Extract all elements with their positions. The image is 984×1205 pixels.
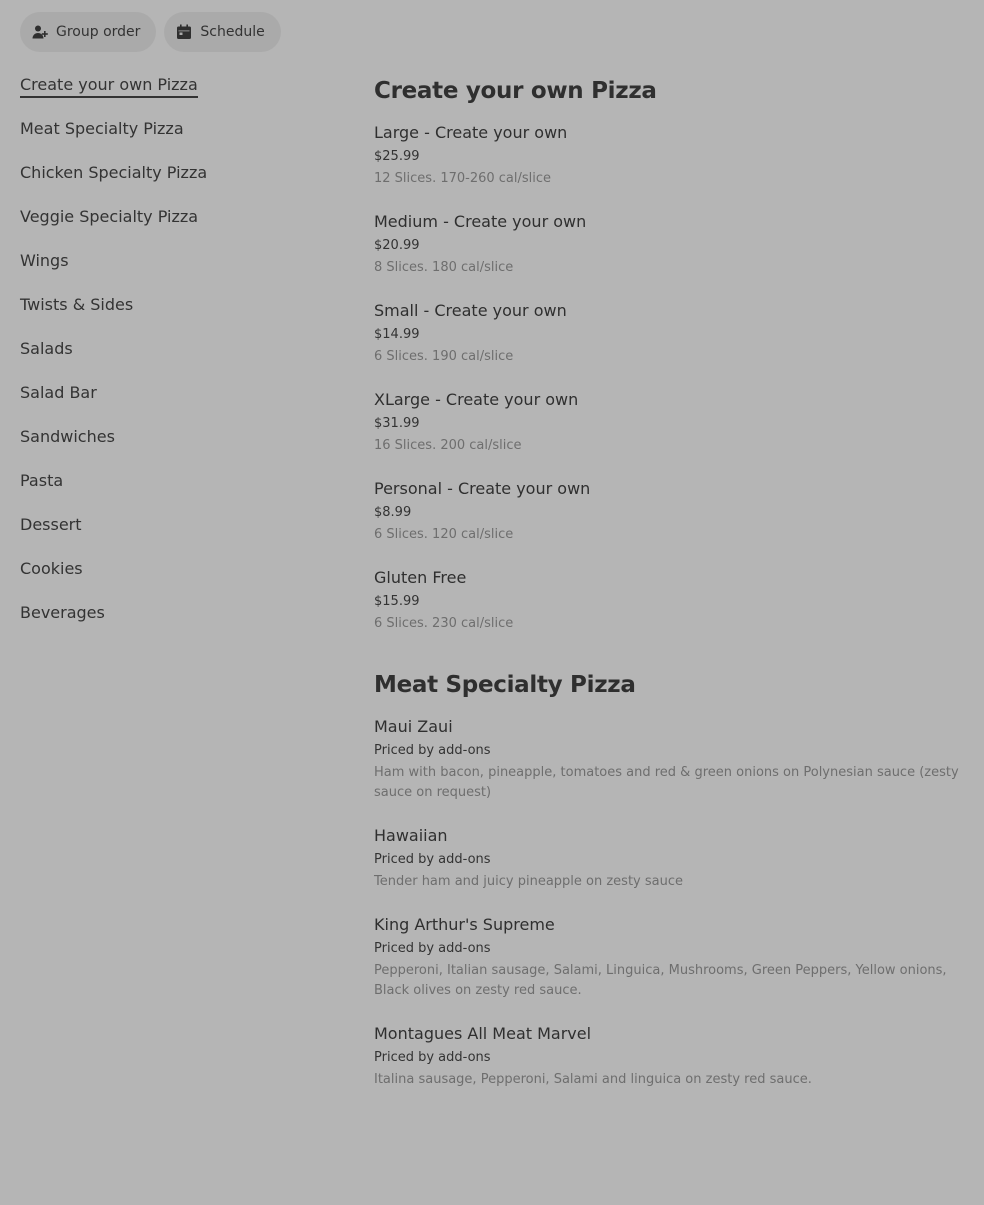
item-price: Priced by add-ons xyxy=(374,743,491,758)
menu-item[interactable] xyxy=(374,300,964,367)
section-title: Meat Specialty Pizza xyxy=(374,672,636,698)
item-name: Montagues All Meat Marvel xyxy=(374,1024,592,1043)
item-name: Gluten Free xyxy=(374,568,467,587)
item-description: 6 Slices. 120 cal/slice xyxy=(374,527,514,542)
sidebar-item-label: Wings xyxy=(20,251,69,270)
item-name: King Arthur's Supreme xyxy=(374,915,555,934)
item-name: Personal - Create your own xyxy=(374,479,591,498)
sidebar-item-label: Pasta xyxy=(20,471,64,490)
sidebar-item-cookies[interactable] xyxy=(20,556,320,600)
sidebar-item-label: Sandwiches xyxy=(20,427,115,446)
item-description: 12 Slices. 170-260 cal/slice xyxy=(374,171,552,186)
item-price: $25.99 xyxy=(374,149,420,164)
item-name: Maui Zaui xyxy=(374,717,453,736)
menu-item[interactable] xyxy=(374,478,964,545)
sidebar-item-salads[interactable] xyxy=(20,336,320,380)
item-name: Medium - Create your own xyxy=(374,212,587,231)
item-description: Italina sausage, Pepperoni, Salami and linguica on zesty red sauce. xyxy=(374,1072,812,1087)
item-price: Priced by add-ons xyxy=(374,1050,491,1065)
menu-item[interactable] xyxy=(374,716,964,803)
sidebar-item-salad-bar[interactable] xyxy=(20,380,320,424)
item-name: XLarge - Create your own xyxy=(374,390,579,409)
item-name: Large - Create your own xyxy=(374,123,568,142)
menu-item[interactable] xyxy=(374,825,964,892)
item-description: 8 Slices. 180 cal/slice xyxy=(374,260,514,275)
item-name: Small - Create your own xyxy=(374,301,567,320)
menu-item[interactable] xyxy=(374,1023,964,1090)
item-name: Hawaiian xyxy=(374,826,448,845)
schedule-button[interactable] xyxy=(164,12,280,52)
sidebar-item-label: Veggie Specialty Pizza xyxy=(20,207,199,226)
add-person-icon xyxy=(32,24,48,40)
sidebar-item-veggie-specialty-pizza[interactable] xyxy=(20,204,320,248)
sidebar-item-pasta[interactable] xyxy=(20,468,320,512)
item-description: Tender ham and juicy pineapple on zesty sauce xyxy=(374,874,684,889)
sidebar-item-label: Cookies xyxy=(20,559,83,578)
item-description: Ham with bacon, pineapple, tomatoes and red & green onions on Polynesian sauce (zesty sauce on request) xyxy=(374,765,959,800)
sidebar-item-label: Chicken Specialty Pizza xyxy=(20,163,208,182)
menu-item[interactable] xyxy=(374,122,964,189)
sidebar-item-wings[interactable] xyxy=(20,248,320,292)
item-price: Priced by add-ons xyxy=(374,852,491,867)
menu-item[interactable] xyxy=(374,567,964,634)
category-sidebar xyxy=(20,72,320,644)
menu-item[interactable] xyxy=(374,389,964,456)
group-order-label: Group order xyxy=(56,24,141,40)
sidebar-item-meat-specialty-pizza[interactable] xyxy=(20,116,320,160)
menu-item[interactable] xyxy=(374,211,964,278)
item-price: Priced by add-ons xyxy=(374,941,491,956)
item-price: $31.99 xyxy=(374,416,420,431)
sidebar-item-twists-sides[interactable] xyxy=(20,292,320,336)
item-price: $8.99 xyxy=(374,505,412,520)
menu-section xyxy=(374,670,964,1090)
item-description: 16 Slices. 200 cal/slice xyxy=(374,438,522,453)
top-toolbar xyxy=(20,12,281,52)
menu-item[interactable] xyxy=(374,914,964,1001)
menu-section xyxy=(374,76,964,634)
sidebar-item-sandwiches[interactable] xyxy=(20,424,320,468)
menu-content xyxy=(374,76,964,1112)
sidebar-item-label: Beverages xyxy=(20,603,105,622)
sidebar-item-label: Dessert xyxy=(20,515,82,534)
group-order-button[interactable] xyxy=(20,12,156,52)
sidebar-item-label: Salads xyxy=(20,339,73,358)
item-price: $14.99 xyxy=(374,327,420,342)
item-price: $15.99 xyxy=(374,594,420,609)
schedule-label: Schedule xyxy=(200,24,265,40)
sidebar-item-label: Meat Specialty Pizza xyxy=(20,119,184,138)
sidebar-item-create-your-own-pizza[interactable] xyxy=(20,72,320,116)
item-description: 6 Slices. 190 cal/slice xyxy=(374,349,514,364)
sidebar-item-dessert[interactable] xyxy=(20,512,320,556)
item-description: 6 Slices. 230 cal/slice xyxy=(374,616,514,631)
calendar-icon xyxy=(176,24,192,40)
sidebar-item-label: Twists & Sides xyxy=(20,295,134,314)
sidebar-item-label: Create your own Pizza xyxy=(20,75,198,98)
sidebar-item-beverages[interactable] xyxy=(20,600,320,644)
item-description: Pepperoni, Italian sausage, Salami, Linguica, Mushrooms, Green Peppers, Yellow onions, Black olives on zesty red sauce. xyxy=(374,963,947,998)
item-price: $20.99 xyxy=(374,238,420,253)
section-title: Create your own Pizza xyxy=(374,78,657,104)
sidebar-item-label: Salad Bar xyxy=(20,383,97,402)
sidebar-item-chicken-specialty-pizza[interactable] xyxy=(20,160,320,204)
